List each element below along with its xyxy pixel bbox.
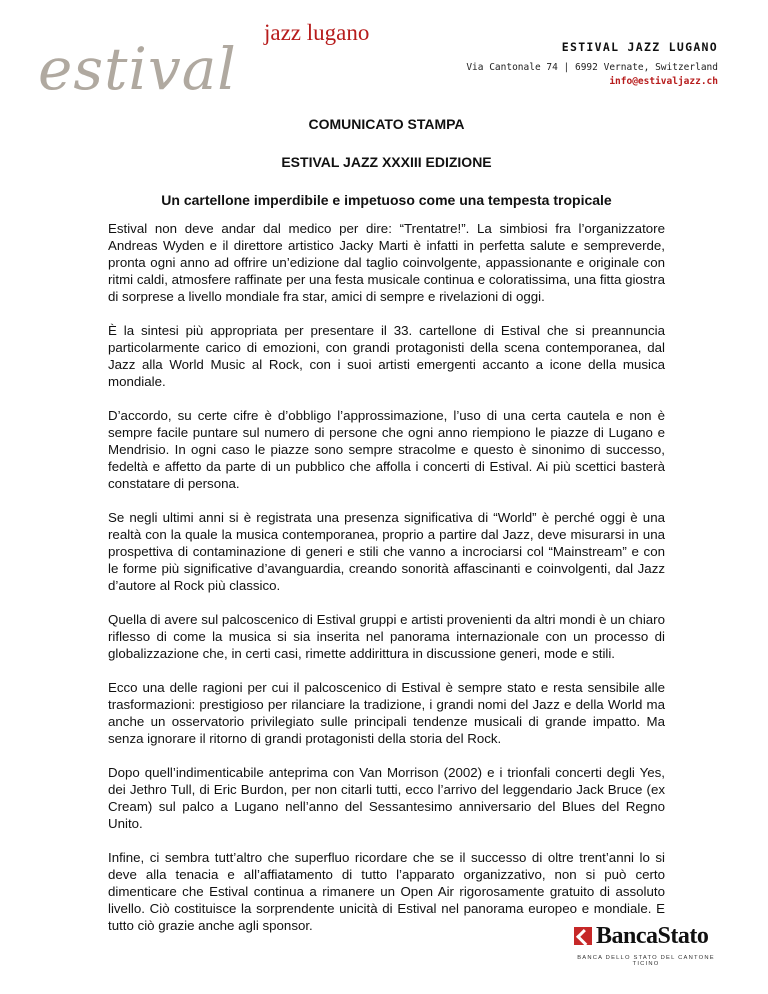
paragraph: Ecco una delle ragioni per cui il palcoscenico di Estival è sempre stato e resta sensibile alle trasformazioni: prestigioso per rilanciare la tradizione, i grandi nomi del Jazz e della World ma anche un osservatorio privilegiato sulle principali tendenze musicali di grande impatto. Ma senza ignorare il ritorno di grandi protagonisti della storia del Rock. <box>108 680 665 746</box>
paragraph: È la sintesi più appropriata per presentare il 33. cartellone di Estival che si preannuncia particolarmente carico di emozioni, con grandi protagonisti della scena contemporanea, dal Jazz alla World Music al Rock, con i suoi artisti emergenti accanto a icone della musica mondiale. <box>108 323 665 389</box>
sponsor-tagline: BANCA DELLO STATO DEL CANTONE TICINO <box>577 955 715 967</box>
paragraph: Dopo quell’indimenticabile anteprima con Van Morrison (2002) e i trionfali concerti degli Yes, dei Jethro Tull, di Eric Burdon, per non citarli tutti, ecco l’arrivo del leggendario Jack Bruce (ex Cream) sul palco a Lugano nell’anno del Sessantesimo anniversario del Blues del Regno Unito. <box>108 765 665 831</box>
paragraph: Se negli ultimi anni si è registrata una presenza significativa di “World” è perché oggi è una realtà con la quale la musica contemporanea, proprio a partire dal Jazz, deve misurarsi in una prospettiva di contaminazione di generi e stili che vanno a incrociarsi col “Mainstream” e con le forme più significative d’avanguardia, creando sonorità affascinanti e coinvolgenti, dal Jazz d’autore al Rock più classico. <box>108 510 665 593</box>
paragraph: D’accordo, su certe cifre è d’obbligo l’approssimazione, l’uso di una certa cautela e non è sempre facile puntare sul numero di persone che ogni anno riempiono le piazze di Lugano e Mendrisio. In ogni caso le piazze sono sempre stracolme e questo è sinonimo di successo, fedeltà e affetto da parte di un pubblico che affolla i concerti di Estival. Ai più scettici basterà constatare di persona. <box>108 408 665 491</box>
logo-subtitle: jazz lugano <box>264 20 370 45</box>
email-address[interactable]: info@estivaljazz.ch <box>609 76 718 87</box>
paragraphs <box>108 220 665 934</box>
headline: Un cartellone imperdibile e impetuoso come una tempesta tropicale <box>161 192 612 208</box>
edition-title: ESTIVAL JAZZ XXXIII EDIZIONE <box>281 154 492 170</box>
bancastato-mark-icon <box>574 927 592 945</box>
estival-logo <box>38 14 378 104</box>
sponsor-logo <box>572 923 720 973</box>
sponsor-name: BancaStato <box>596 923 709 949</box>
paragraph: Infine, ci sembra tutt’altro che superfluo ricordare che se il successo di oltre trent’anni lo si deve alla tenacia e all’affiatamento di tutto l’apparato organizzativo, non si può certo dimenticare che Estival continua a rimanere un Open Air rigorosamente gratuito di assoluto livello. Ciò costituisce la sorprendente unicità di Estival nel panorama europeo e mondiale. E tutto ciò grazie anche agli sponsor. <box>108 850 665 933</box>
letterhead-contact <box>466 40 718 87</box>
organization-name: ESTIVAL JAZZ LUGANO <box>561 40 718 54</box>
paragraph: Estival non deve andar dal medico per dire: “Trentatre!”. La simbiosi fra l’organizzatore Andreas Wyden e il direttore artistico Jacky Marti è infatti in perfetta salute e sempreverde, pronta ogni anno ad offrire un’edizione dal taglio coinvolgente, appassionante e originale con ritmi caldi, atmosfere raffinate per una festa musicale continua e coloratissima, una fitta giostra di sorprese a livello mondiale fra star, amici di sempre e rivelazioni di oggi. <box>108 221 665 304</box>
paragraph: Quella di avere sul palcoscenico di Estival gruppi e artisti provenienti da altri mondi è un chiaro riflesso di come la musica si sia inserita nel panorama internazionale con un processo di globalizzazione che, in certi casi, rimette addirittura in discussione generi, mode e stili. <box>108 612 665 661</box>
logo-script-wordmark: estival <box>38 35 237 103</box>
press-release-body <box>108 116 665 951</box>
postal-address: Via Cantonale 74 | 6992 Vernate, Switzerland <box>466 62 718 73</box>
document-type-title: COMUNICATO STAMPA <box>308 116 465 132</box>
